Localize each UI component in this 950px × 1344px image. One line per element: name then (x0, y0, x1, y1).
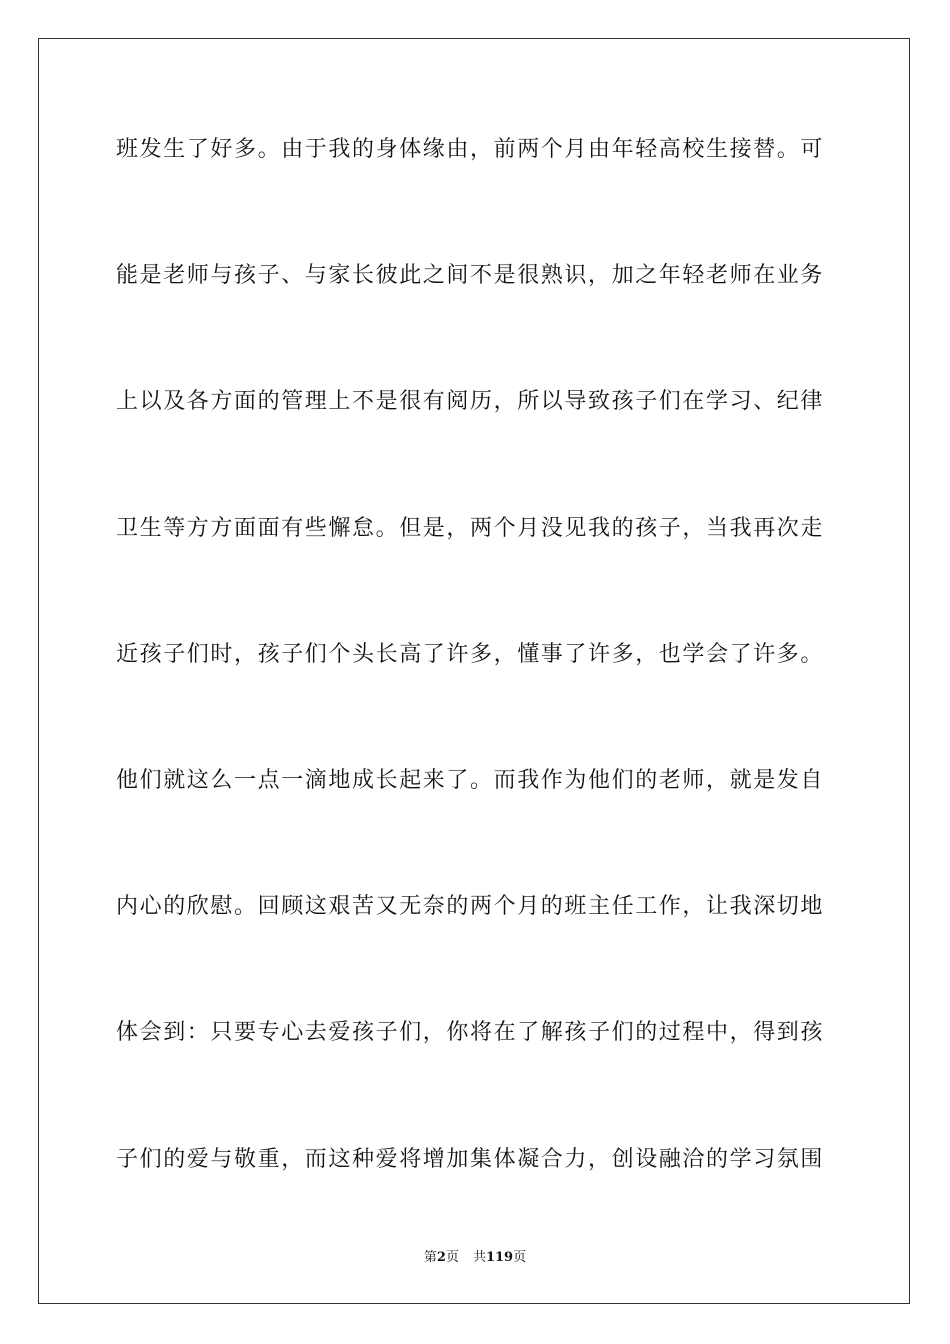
total-label-suffix: 页 (513, 1250, 527, 1265)
current-page-number: 2 (436, 1250, 446, 1265)
text-line: 能是老师与孩子、与家长彼此之间不是很熟识，加之年轻老师在业务 (116, 263, 825, 289)
document-body (116, 130, 836, 1266)
text-line: 上以及各方面的管理上不是很有阅历，所以导致孩子们在学习、纪律 (116, 389, 825, 415)
text-line: 子们的爱与敬重，而这种爱将增加集体凝合力，创设融洽的学习氛围 (116, 1146, 825, 1172)
text-line: 卫生等方方面面有些懈怠。但是，两个月没见我的孩子，当我再次走 (116, 515, 825, 541)
page-label-suffix: 页 (445, 1250, 459, 1265)
total-label-prefix: 共 (472, 1250, 486, 1265)
text-line: 他们就这么一点一滴地成长起来了。而我作为他们的老师，就是发自 (116, 767, 825, 793)
total-page-count: 119 (485, 1250, 514, 1265)
page-footer (0, 1246, 950, 1265)
text-line: 内心的欣慰。回顾这艰苦又无奈的两个月的班主任工作，让我深切地 (116, 894, 825, 920)
text-line: 班发生了好多。由于我的身体缘由，前两个月由年轻高校生接替。可 (116, 137, 825, 162)
text-line: 近孩子们时，孩子们个头长高了许多，懂事了许多，也学会了许多。 (116, 641, 825, 667)
text-line: 体会到：只要专心去爱孩子们，你将在了解孩子们的过程中，得到孩 (116, 1020, 825, 1046)
page-label-prefix: 第 (423, 1250, 437, 1265)
